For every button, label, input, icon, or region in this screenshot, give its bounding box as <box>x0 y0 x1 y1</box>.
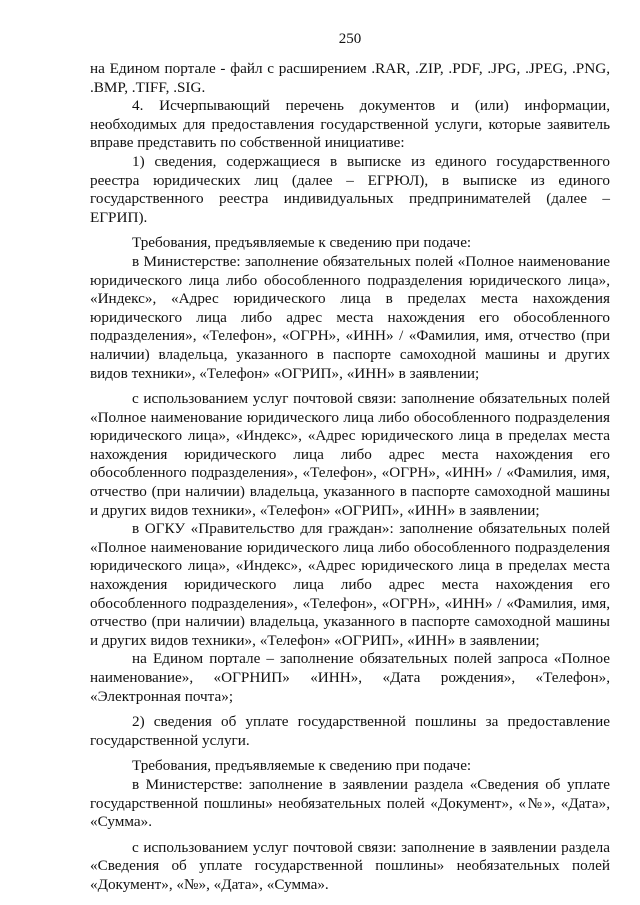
paragraph-postal-2: с использованием услуг почтовой связи: заполнение в заявлении раздела «Сведения об уплате государственной пошлины» необязательных полей «Документ», «№», «Дата», «Сумма». <box>90 838 610 893</box>
page-number: 250 <box>338 31 362 47</box>
paragraph-portal: на Едином портале – заполнение обязательных полей запроса «Полное наименование», «ОГРНИП» «ИНН», «Дата рождения», «Телефон», «Электронная почта»; <box>90 650 610 705</box>
paragraph-requirements-heading-1: Требования, предъявляемые к сведению при подаче: <box>132 234 472 252</box>
paragraph-ministry-2: в Министерстве: заполнение в заявлении раздела «Сведения об уплате государственной пошлины» необязательных полей «Документ», «№», «Дата», «Сумма». <box>90 775 610 831</box>
paragraph-item-2: 2) сведения об уплате государственной пошлины за предоставление государственной услуги. <box>90 713 610 749</box>
paragraph-requirements-heading-2: Требования, предъявляемые к сведению при подаче: <box>132 757 472 775</box>
paragraph-section-4: 4. Исчерпывающий перечень документов и (или) информации, необходимых для предоставления государственной услуги, которые заявитель вправе представить по собственной инициативе: <box>90 97 610 152</box>
paragraph-ministry-1: в Министерстве: заполнение обязательных полей «Полное наименование юридического лица либо обособленного подразделения юридического лица», «Индекс», «Адрес юридического лица в пределах места нахождения юридического лица либо адрес места нахождения его обособленного подразделения», «Телефон», «ОГРН», «ИНН» / «Фамилия, имя, отчество (при наличии) владельца, указанного в паспорте самоходной машины и других видов техники», «Телефон» «ОГРИП», «ИНН» в заявлении; <box>90 252 610 382</box>
document-page <box>90 30 610 895</box>
paragraph-file-formats: на Едином портале - файл с расширением .RAR, .ZIP, .PDF, .JPG, .JPEG, .PNG, .BMP, .TIFF, .SIG. <box>90 60 610 96</box>
paragraph-ogku: в ОГКУ «Правительство для граждан»: заполнение обязательных полей «Полное наименование юридического лица либо обособленного подразделения юридического лица», «Индекс», «Адрес юридического лица в пределах места нахождения юридического лица либо адрес места нахождения его обособленного подразделения», «Телефон», «ОГРН», «ИНН» / «Фамилия, имя, отчество (при наличии) владельца, указанного в паспорте самоходной машины и других видов техники», «Телефон» «ОГРИП», «ИНН» в заявлении; <box>90 520 610 649</box>
paragraph-item-1: 1) сведения, содержащиеся в выписке из единого государственного реестра юридических лиц (далее – ЕГРЮЛ), в выписке из единого государственного реестра индивидуальных предпринимателей (далее – ЕГРИП). <box>90 152 610 226</box>
paragraph-postal-1: с использованием услуг почтовой связи: заполнение обязательных полей «Полное наименование юридического лица либо обособленного подразделения юридического лица», «Индекс», «Адрес юридического лица в пределах места нахождения юридического лица либо адрес места нахождения его обособленного подразделения», «Телефон», «ОГРН», «ИНН» / «Фамилия, имя, отчество (при наличии) владельца, указанного в паспорте самоходной машины и других видов техники», «Телефон» «ОГРИП», «ИНН» в заявлении; <box>90 390 610 519</box>
